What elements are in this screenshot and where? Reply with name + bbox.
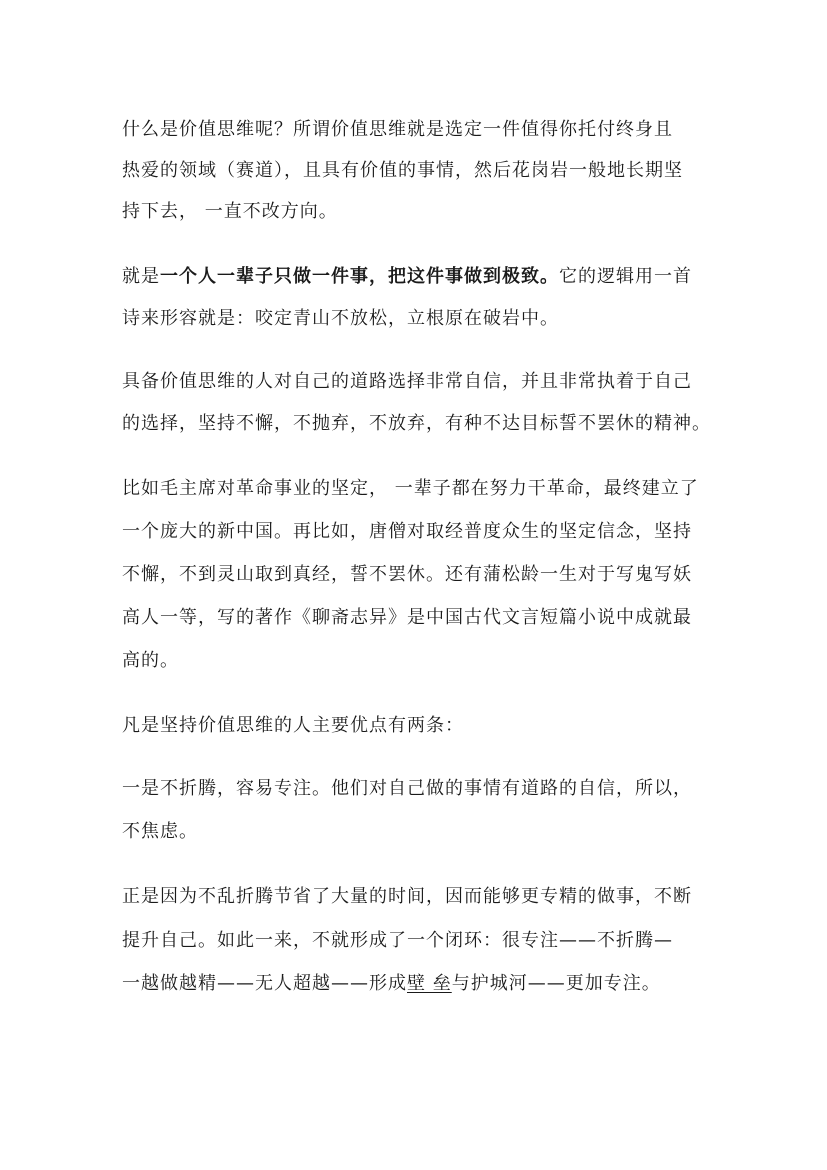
paragraph-4-line-5: 高的。 — [122, 650, 179, 671]
paragraph-7-prefix: 一越做越精——无人超越——形成 — [122, 973, 407, 994]
paragraph-4-line-3: 不懈，不到灵山取到真经，誓不罢休。还有蒲松龄一生对于写鬼写妖 — [122, 564, 692, 585]
paragraph-7-underlined-term: 壁 垒 — [407, 973, 452, 994]
paragraph-2-bold-emphasis: 一个人一辈子只做一件事，把这件事做到极致。 — [160, 266, 559, 287]
paragraph-6-line-1: 一是不折腾，容易专注。他们对自己做的事情有道路的自信，所以， — [122, 778, 692, 799]
paragraph-1-line-1: 什么是价值思维呢？所谓价值思维就是选定一件值得你托付终身且 — [122, 119, 673, 140]
paragraph-6-line-2: 不焦虑。 — [122, 821, 198, 842]
paragraph-4-line-4: 高人一等，写的著作《聊斋志异》是中国古代文言短篇小说中成就最 — [122, 607, 692, 628]
paragraph-3-line-1: 具备价值思维的人对自己的道路选择非常自信，并且非常执着于自己 — [122, 371, 692, 392]
paragraph-1-line-2: 热爱的领域（赛道），且具有价值的事情，然后花岗岩一般地长期坚 — [122, 160, 683, 181]
paragraph-7-line-1: 正是因为不乱折腾节省了大量的时间，因而能够更专精的做事，不断 — [122, 886, 692, 907]
paragraph-5-line-1: 凡是坚持价值思维的人主要优点有两条： — [122, 715, 464, 736]
paragraph-7-suffix: 与护城河——更加专注。 — [451, 973, 661, 994]
paragraph-2-prefix: 就是 — [122, 266, 160, 287]
paragraph-1-line-3: 持下去， 一直不改方向。 — [122, 201, 338, 222]
paragraph-4-line-2: 一个庞大的新中国。再比如，唐僧对取经普度众生的坚定信念，坚持 — [122, 521, 692, 542]
paragraph-7-line-3 — [122, 972, 661, 996]
paragraph-2-line-1 — [122, 265, 692, 289]
paragraph-2-suffix: 它的逻辑用一首 — [559, 266, 692, 287]
paragraph-4-line-1: 比如毛主席对革命事业的坚定， 一辈子都在努力干革命，最终建立了 — [122, 478, 699, 499]
paragraph-7-line-2: 提升自己。如此一来，不就形成了一个闭环：很专注——不折腾— — [122, 930, 673, 951]
paragraph-3-line-2: 的选择，坚持不懈，不抛弃，不放弃，有种不达目标誓不罢休的精神。 — [122, 413, 711, 434]
paragraph-2-line-2: 诗来形容就是：咬定青山不放松，立根原在破岩中。 — [122, 308, 559, 329]
